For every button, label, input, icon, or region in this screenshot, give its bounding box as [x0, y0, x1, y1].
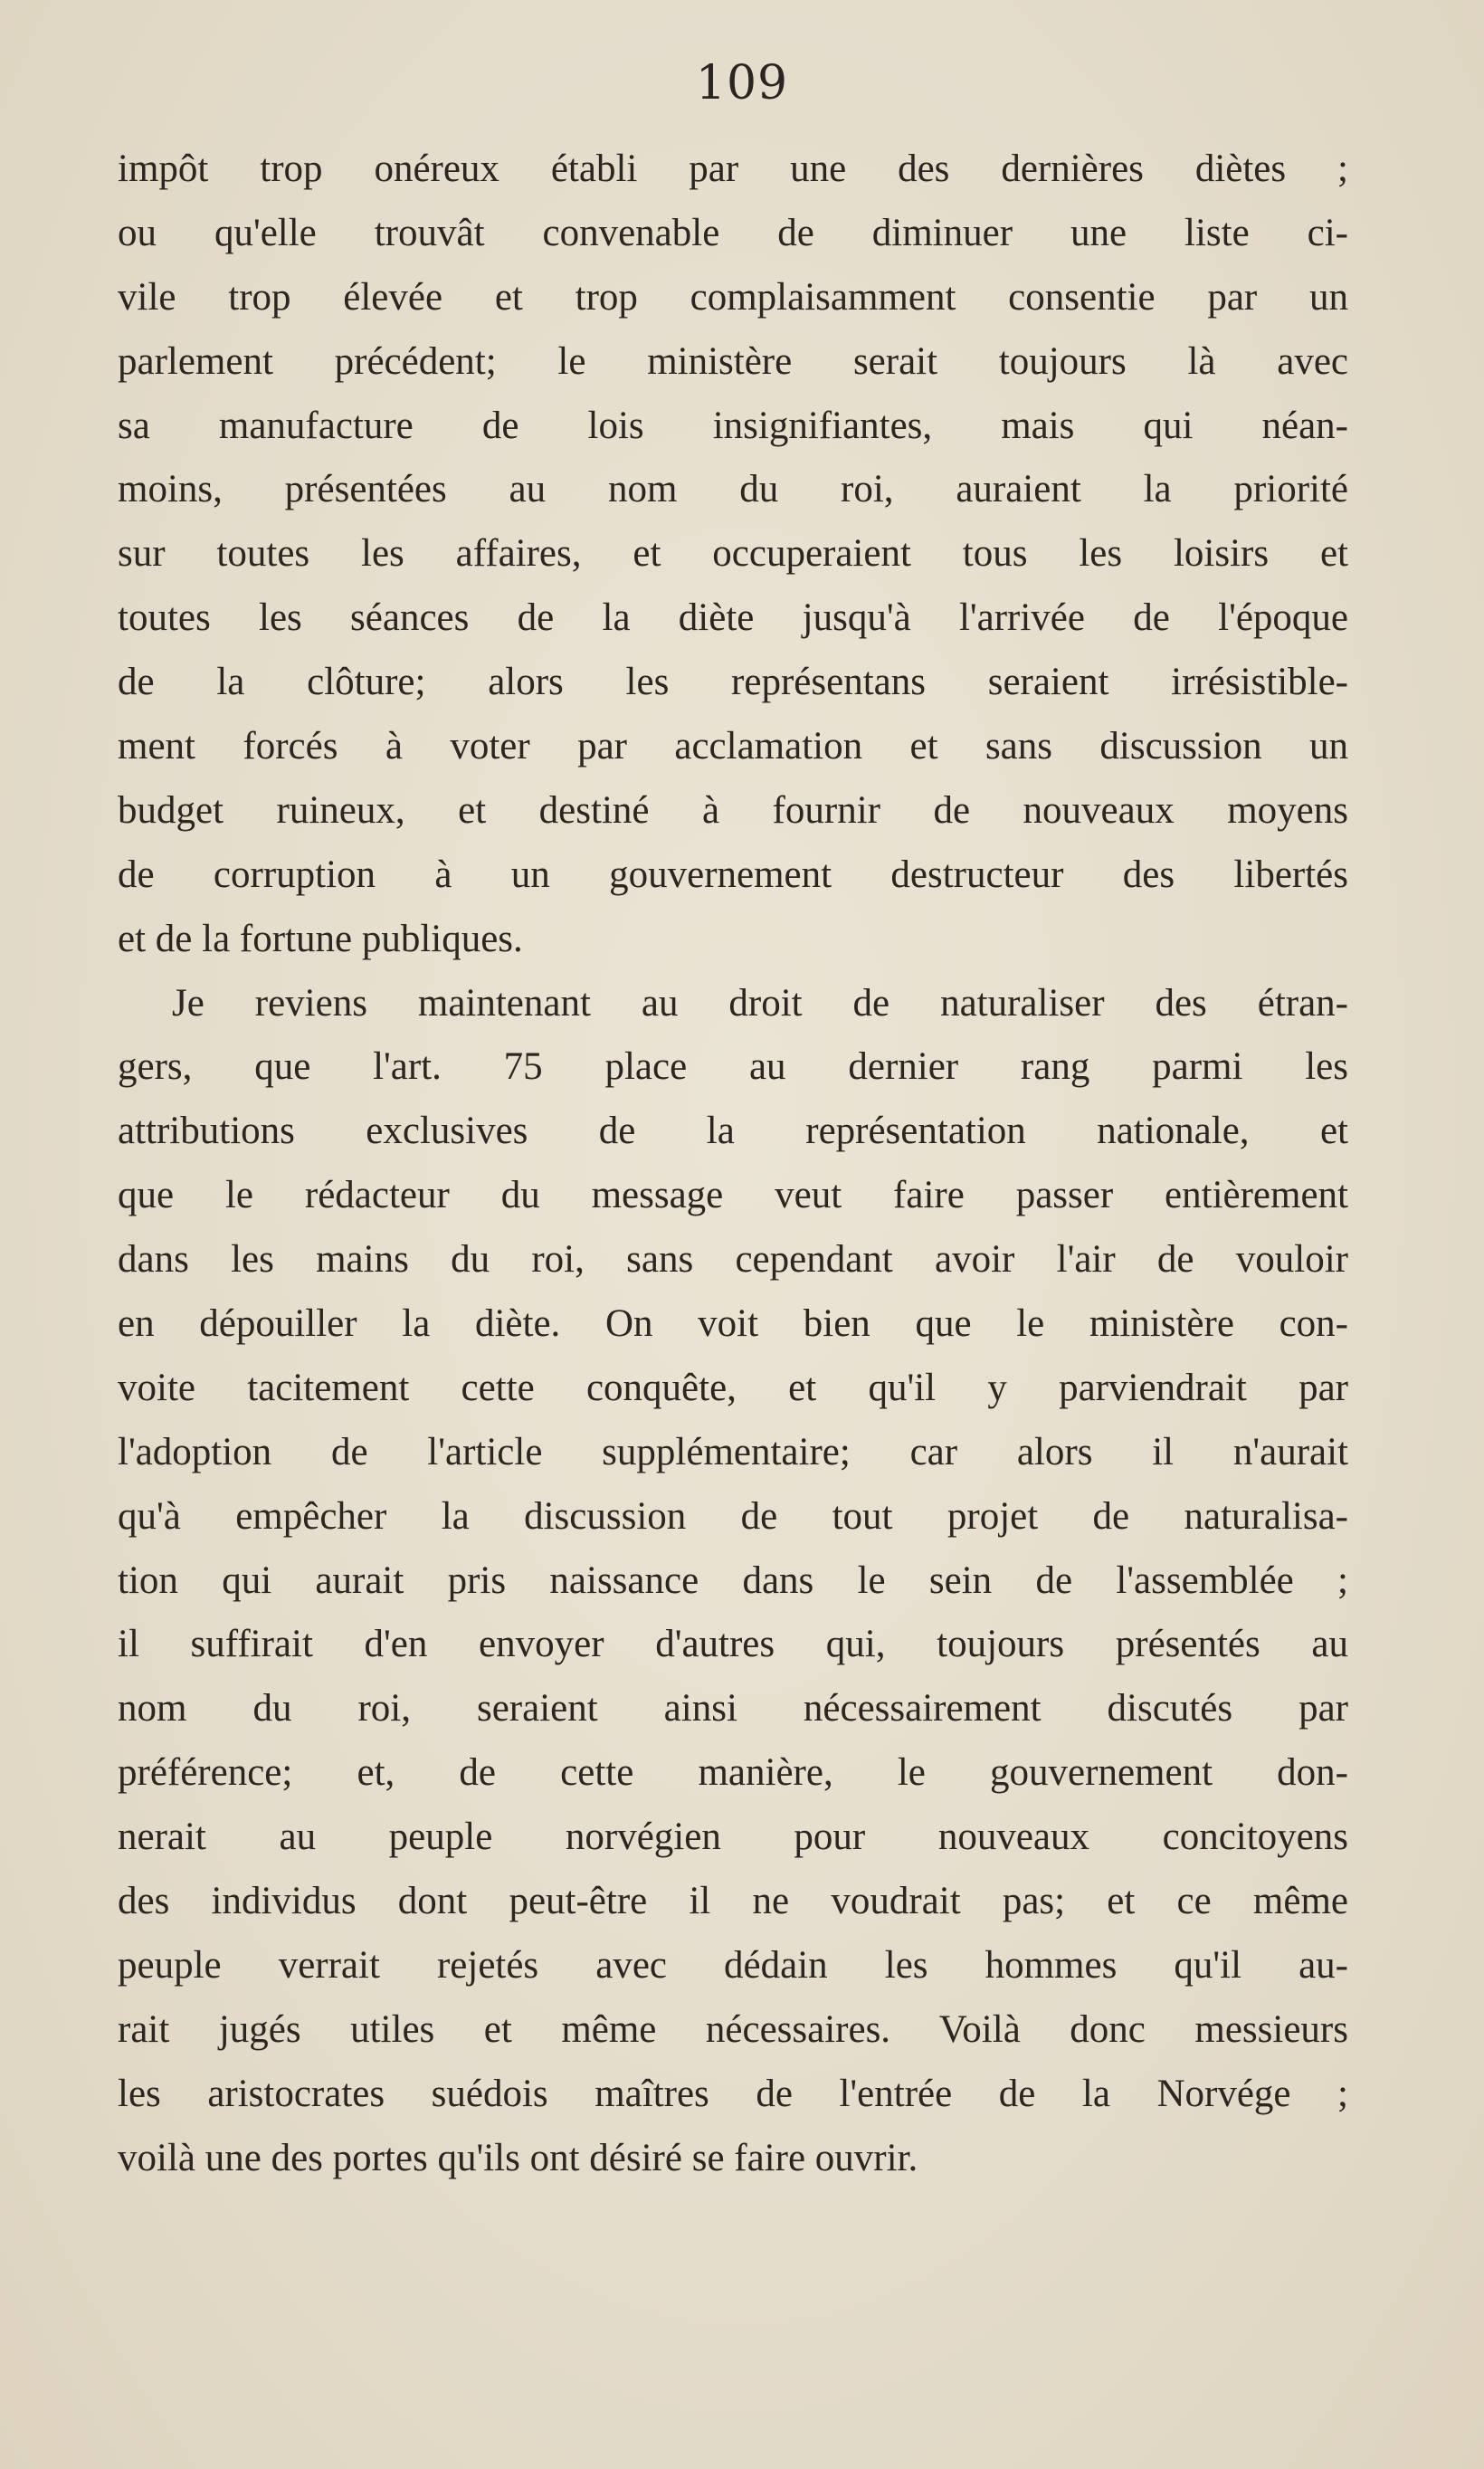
- text-line: sa manufacture de lois insignifiantes, mais qui néan-: [118, 404, 1348, 447]
- text-line: dans les mains du roi, sans cependant avoir l'air de vouloir: [118, 1238, 1348, 1282]
- body-text: [118, 138, 1348, 2191]
- text-line: qu'à empêcher la discussion de tout projet de naturalisa-: [118, 1494, 1348, 1538]
- text-line: préférence; et, de cette manière, le gouvernement don-: [118, 1751, 1348, 1795]
- text-line: moins, présentées au nom du roi, auraient la priorité: [118, 468, 1348, 511]
- text-line: rait jugés utiles et même nécessaires. Voilà donc messieurs: [118, 2007, 1348, 2051]
- text-line: gers, que l'art. 75 place au dernier rang parmi les: [118, 1045, 1348, 1089]
- text-line: voite tacitement cette conquête, et qu'il y parviendrait par: [118, 1366, 1348, 1409]
- text-line: ou qu'elle trouvât convenable de diminuer une liste ci-: [118, 211, 1348, 254]
- paragraph: [118, 972, 1348, 2191]
- text-line: ment forcés à voter par acclamation et sans discussion un: [118, 725, 1348, 768]
- text-line: peuple verrait rejetés avec dédain les hommes qu'il au-: [118, 1943, 1348, 1987]
- text-line: sur toutes les affaires, et occuperaient tous les loisirs et: [118, 532, 1348, 576]
- text-line: impôt trop onéreux établi par une des dernières diètes ;: [118, 148, 1348, 190]
- text-line: parlement précédent; le ministère serait toujours là avec: [118, 339, 1348, 383]
- paragraph: [118, 138, 1348, 972]
- text-line: que le rédacteur du message veut faire passer entièrement: [118, 1174, 1348, 1217]
- text-line: l'adoption de l'article supplémentaire; car alors il n'aurait: [118, 1430, 1348, 1473]
- text-line: vile trop élevée et trop complaisamment consentie par un: [118, 275, 1348, 319]
- text-line: en dépouiller la diète. On voit bien que le ministère con-: [118, 1302, 1348, 1346]
- text-line: nerait au peuple norvégien pour nouveaux concitoyens: [118, 1816, 1348, 1859]
- text-line: nom du roi, seraient ainsi nécessairement discutés par: [118, 1687, 1348, 1730]
- text-line: de la clôture; alors les représentans seraient irrésistible-: [118, 661, 1348, 704]
- text-line: et de la fortune publiques.: [118, 917, 523, 960]
- text-line: toutes les séances de la diète jusqu'à l'arrivée de l'époque: [118, 596, 1348, 640]
- text-line: les aristocrates suédois maîtres de l'entrée de la Norvége ;: [118, 2072, 1348, 2115]
- text-line: Je reviens maintenant au droit de naturaliser des étran-: [172, 981, 1348, 1025]
- page-number: 109: [695, 56, 789, 110]
- text-line: de corruption à un gouvernement destructeur des libertés: [118, 853, 1348, 896]
- text-line: il suffirait d'en envoyer d'autres qui, toujours présentés au: [118, 1623, 1348, 1666]
- text-line: attributions exclusives de la représentation nationale, et: [118, 1110, 1348, 1153]
- text-line: tion qui aurait pris naissance dans le sein de l'assemblée ;: [118, 1559, 1348, 1602]
- text-line: des individus dont peut-être il ne voudrait pas; et ce même: [118, 1880, 1348, 1923]
- text-line: budget ruineux, et destiné à fournir de nouveaux moyens: [118, 788, 1348, 832]
- text-line: voilà une des portes qu'ils ont désiré se faire ouvrir.: [118, 2136, 918, 2179]
